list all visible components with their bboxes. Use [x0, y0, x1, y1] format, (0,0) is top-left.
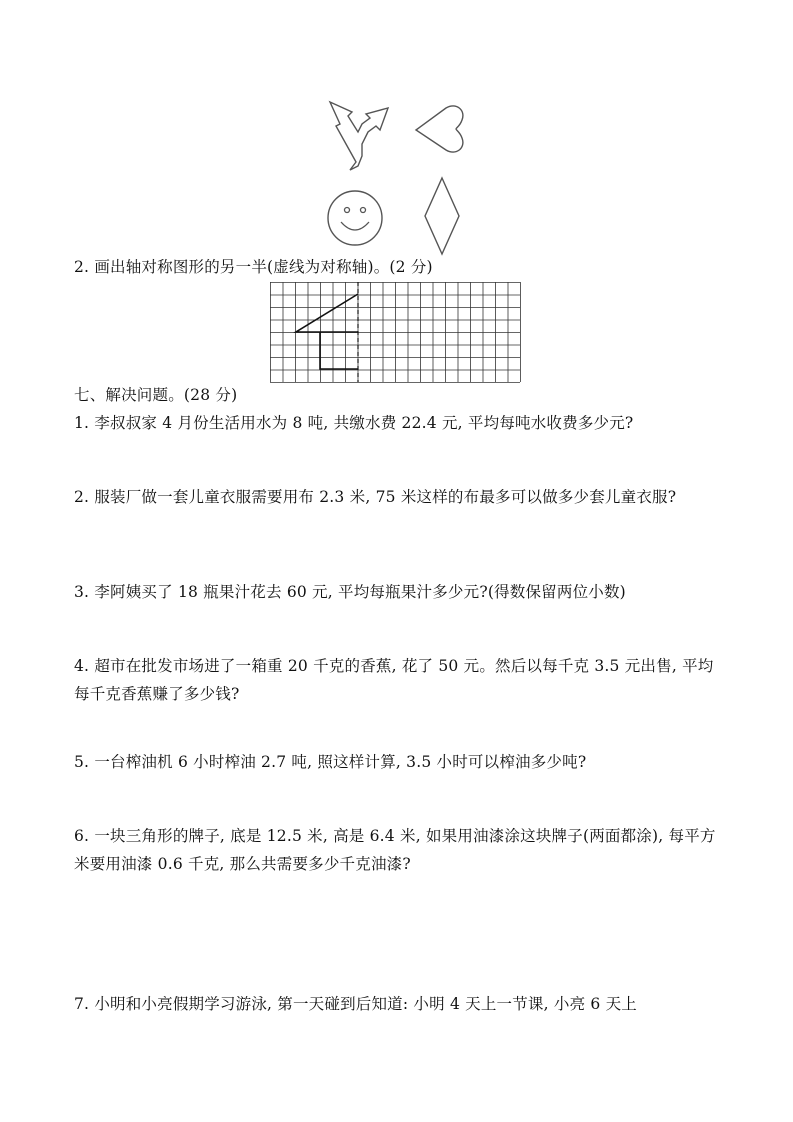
- problem-6: 6. 一块三角形的牌子, 底是 12.5 米, 高是 6.4 米, 如果用油漆涂这块牌子(两面都涂), 每平方米要用油漆 0.6 千克, 那么共需要多少千克油漆?: [74, 827, 716, 873]
- half-figure: [296, 294, 358, 332]
- smiley-icon: [326, 188, 384, 248]
- symmetry-grid[interactable]: [270, 282, 522, 384]
- problem-5: 5. 一台榨油机 6 小时榨油 2.7 吨, 照这样计算, 3.5 小时可以榨油多少吨?: [74, 753, 587, 771]
- problem-1: 1. 李叔叔家 4 月份生活用水为 8 吨, 共缴水费 22.4 元, 平均每吨水收费多少元?: [74, 414, 634, 432]
- problem-2: 2. 服装厂做一套儿童衣服需要用布 2.3 米, 75 米这样的布最多可以做多少套儿童衣服?: [74, 488, 677, 506]
- q2-title: 2. 画出轴对称图形的另一半(虚线为对称轴)。(2 分): [74, 258, 433, 276]
- heart-icon: [412, 104, 468, 154]
- half-figure-lower: [320, 332, 358, 369]
- problem-7: 7. 小明和小亮假期学习游泳, 第一天碰到后知道: 小明 4 天上一节课, 小亮 6 天上: [74, 995, 638, 1013]
- arrows-icon: [322, 96, 392, 172]
- problem-4: 4. 超市在批发市场进了一箱重 20 千克的香蕉, 花了 50 元。然后以每千克 3.5 元出售, 平均每千克香蕉赚了多少钱?: [74, 657, 714, 703]
- diamond-icon: [422, 176, 462, 256]
- section-7-title: 七、解决问题。(28 分): [74, 386, 238, 404]
- problem-3: 3. 李阿姨买了 18 瓶果汁花去 60 元, 平均每瓶果汁多少元?(得数保留两位小数): [74, 583, 626, 601]
